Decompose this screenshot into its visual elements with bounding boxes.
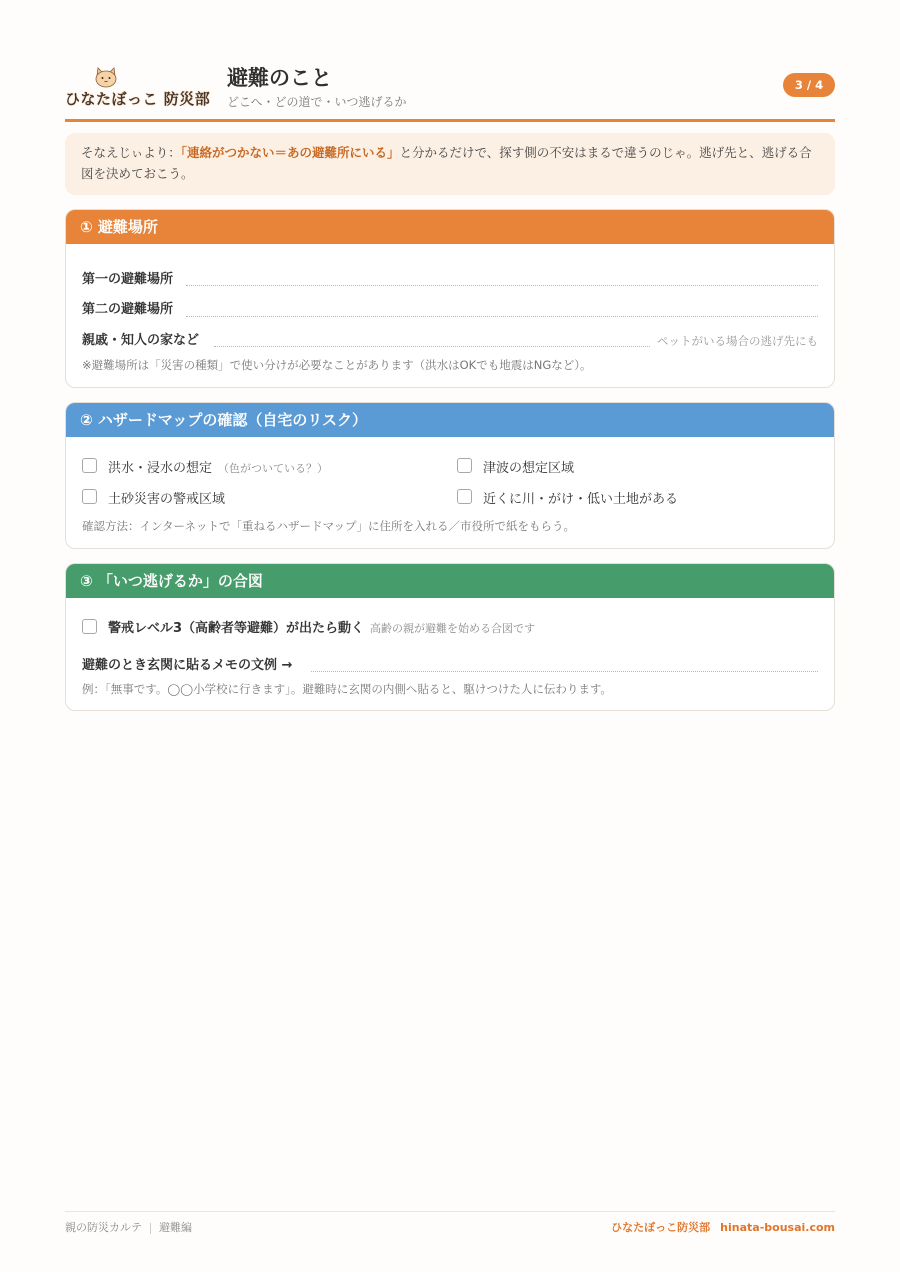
river-cliff-checkbox[interactable]	[457, 489, 472, 504]
intro-suffix: と分かるだけで、探す側の不安はまるで違うのじゃ。逃げ先と、逃げる合図を決めておこう。	[81, 145, 812, 181]
cat-mascot-icon	[93, 66, 119, 88]
door-memo-field[interactable]	[311, 671, 818, 672]
landslide-label: 土砂災害の警戒区域	[108, 492, 226, 507]
section-title: ② ハザードマップの確認（自宅のリスク）	[66, 403, 834, 437]
first-site-label: 第一の避難場所	[82, 272, 174, 287]
first-site-field[interactable]	[186, 285, 818, 286]
footer-right	[601, 1219, 835, 1235]
brand-logo	[65, 66, 215, 110]
footer-chapter: 避難編	[159, 1221, 192, 1234]
page-subtitle: どこへ・どの道で・いつ逃げるか	[227, 95, 407, 109]
page-header	[65, 60, 835, 116]
river-cliff-label: 近くに川・がけ・低い土地がある	[483, 492, 679, 507]
tsunami-label: 津波の想定区域	[483, 461, 575, 476]
section-hazard-map	[65, 402, 835, 549]
footer-doc-title: 親の防災カルテ	[65, 1221, 142, 1234]
memo-example-note: 例：「無事です。◯◯小学校に行きます」。避難時に玄関の内側へ貼ると、駆けつけた人に伝わります。	[82, 682, 612, 696]
flood-checkbox[interactable]	[82, 458, 97, 473]
second-site-field[interactable]	[186, 316, 818, 317]
relative-house-label: 親戚・知人の家など	[82, 333, 200, 348]
footer-url[interactable]: hinata-bousai.com	[720, 1221, 835, 1234]
pet-hint: ペットがいる場合の逃げ先にも	[657, 334, 818, 348]
logo-text: ひなたぼっこ 防災部	[65, 90, 211, 108]
alert-level-label: 警戒レベル3（高齢者等避難）が出たら動く 高齢の親が避難を始める合図です	[108, 621, 536, 636]
landslide-checkbox[interactable]	[82, 489, 97, 504]
section-title: ① 避難場所	[66, 210, 834, 244]
door-memo-label: 避難のとき玄関に貼るメモの文例 →	[82, 658, 293, 673]
footer-separator	[150, 1223, 151, 1234]
site-note: ※避難場所は「災害の種類」で使い分けが必要なことがあります（洪水はOKでも地震はNGなど）。	[82, 358, 592, 372]
tsunami-checkbox[interactable]	[457, 458, 472, 473]
footer-brand: ひなたぼっこ防災部	[611, 1221, 711, 1234]
flood-label: 洪水・浸水の想定 （色がついている？）	[108, 461, 329, 476]
alert-level-checkbox[interactable]	[82, 619, 97, 634]
page-title: 避難のこと	[227, 66, 332, 90]
header-divider	[65, 119, 835, 122]
intro-highlight: 「連絡がつかない＝あの避難所にいる」	[180, 145, 400, 160]
section-evacuation-sites	[65, 209, 835, 388]
page-number-badge: 3 / 4	[783, 73, 835, 97]
footer-divider	[65, 1211, 835, 1212]
section-title: ③ 「いつ逃げるか」の合図	[66, 564, 834, 598]
intro-prefix: そなえじぃより：	[81, 145, 181, 160]
hazard-note: 確認方法：インターネットで「重ねるハザードマップ」に住所を入れる／市役所で紙をもらう。	[82, 519, 575, 533]
relative-house-field[interactable]	[214, 346, 650, 347]
footer-left	[65, 1219, 192, 1235]
section-evacuation-signal	[65, 563, 835, 711]
intro-callout	[65, 133, 835, 195]
second-site-label: 第二の避難場所	[82, 302, 174, 317]
